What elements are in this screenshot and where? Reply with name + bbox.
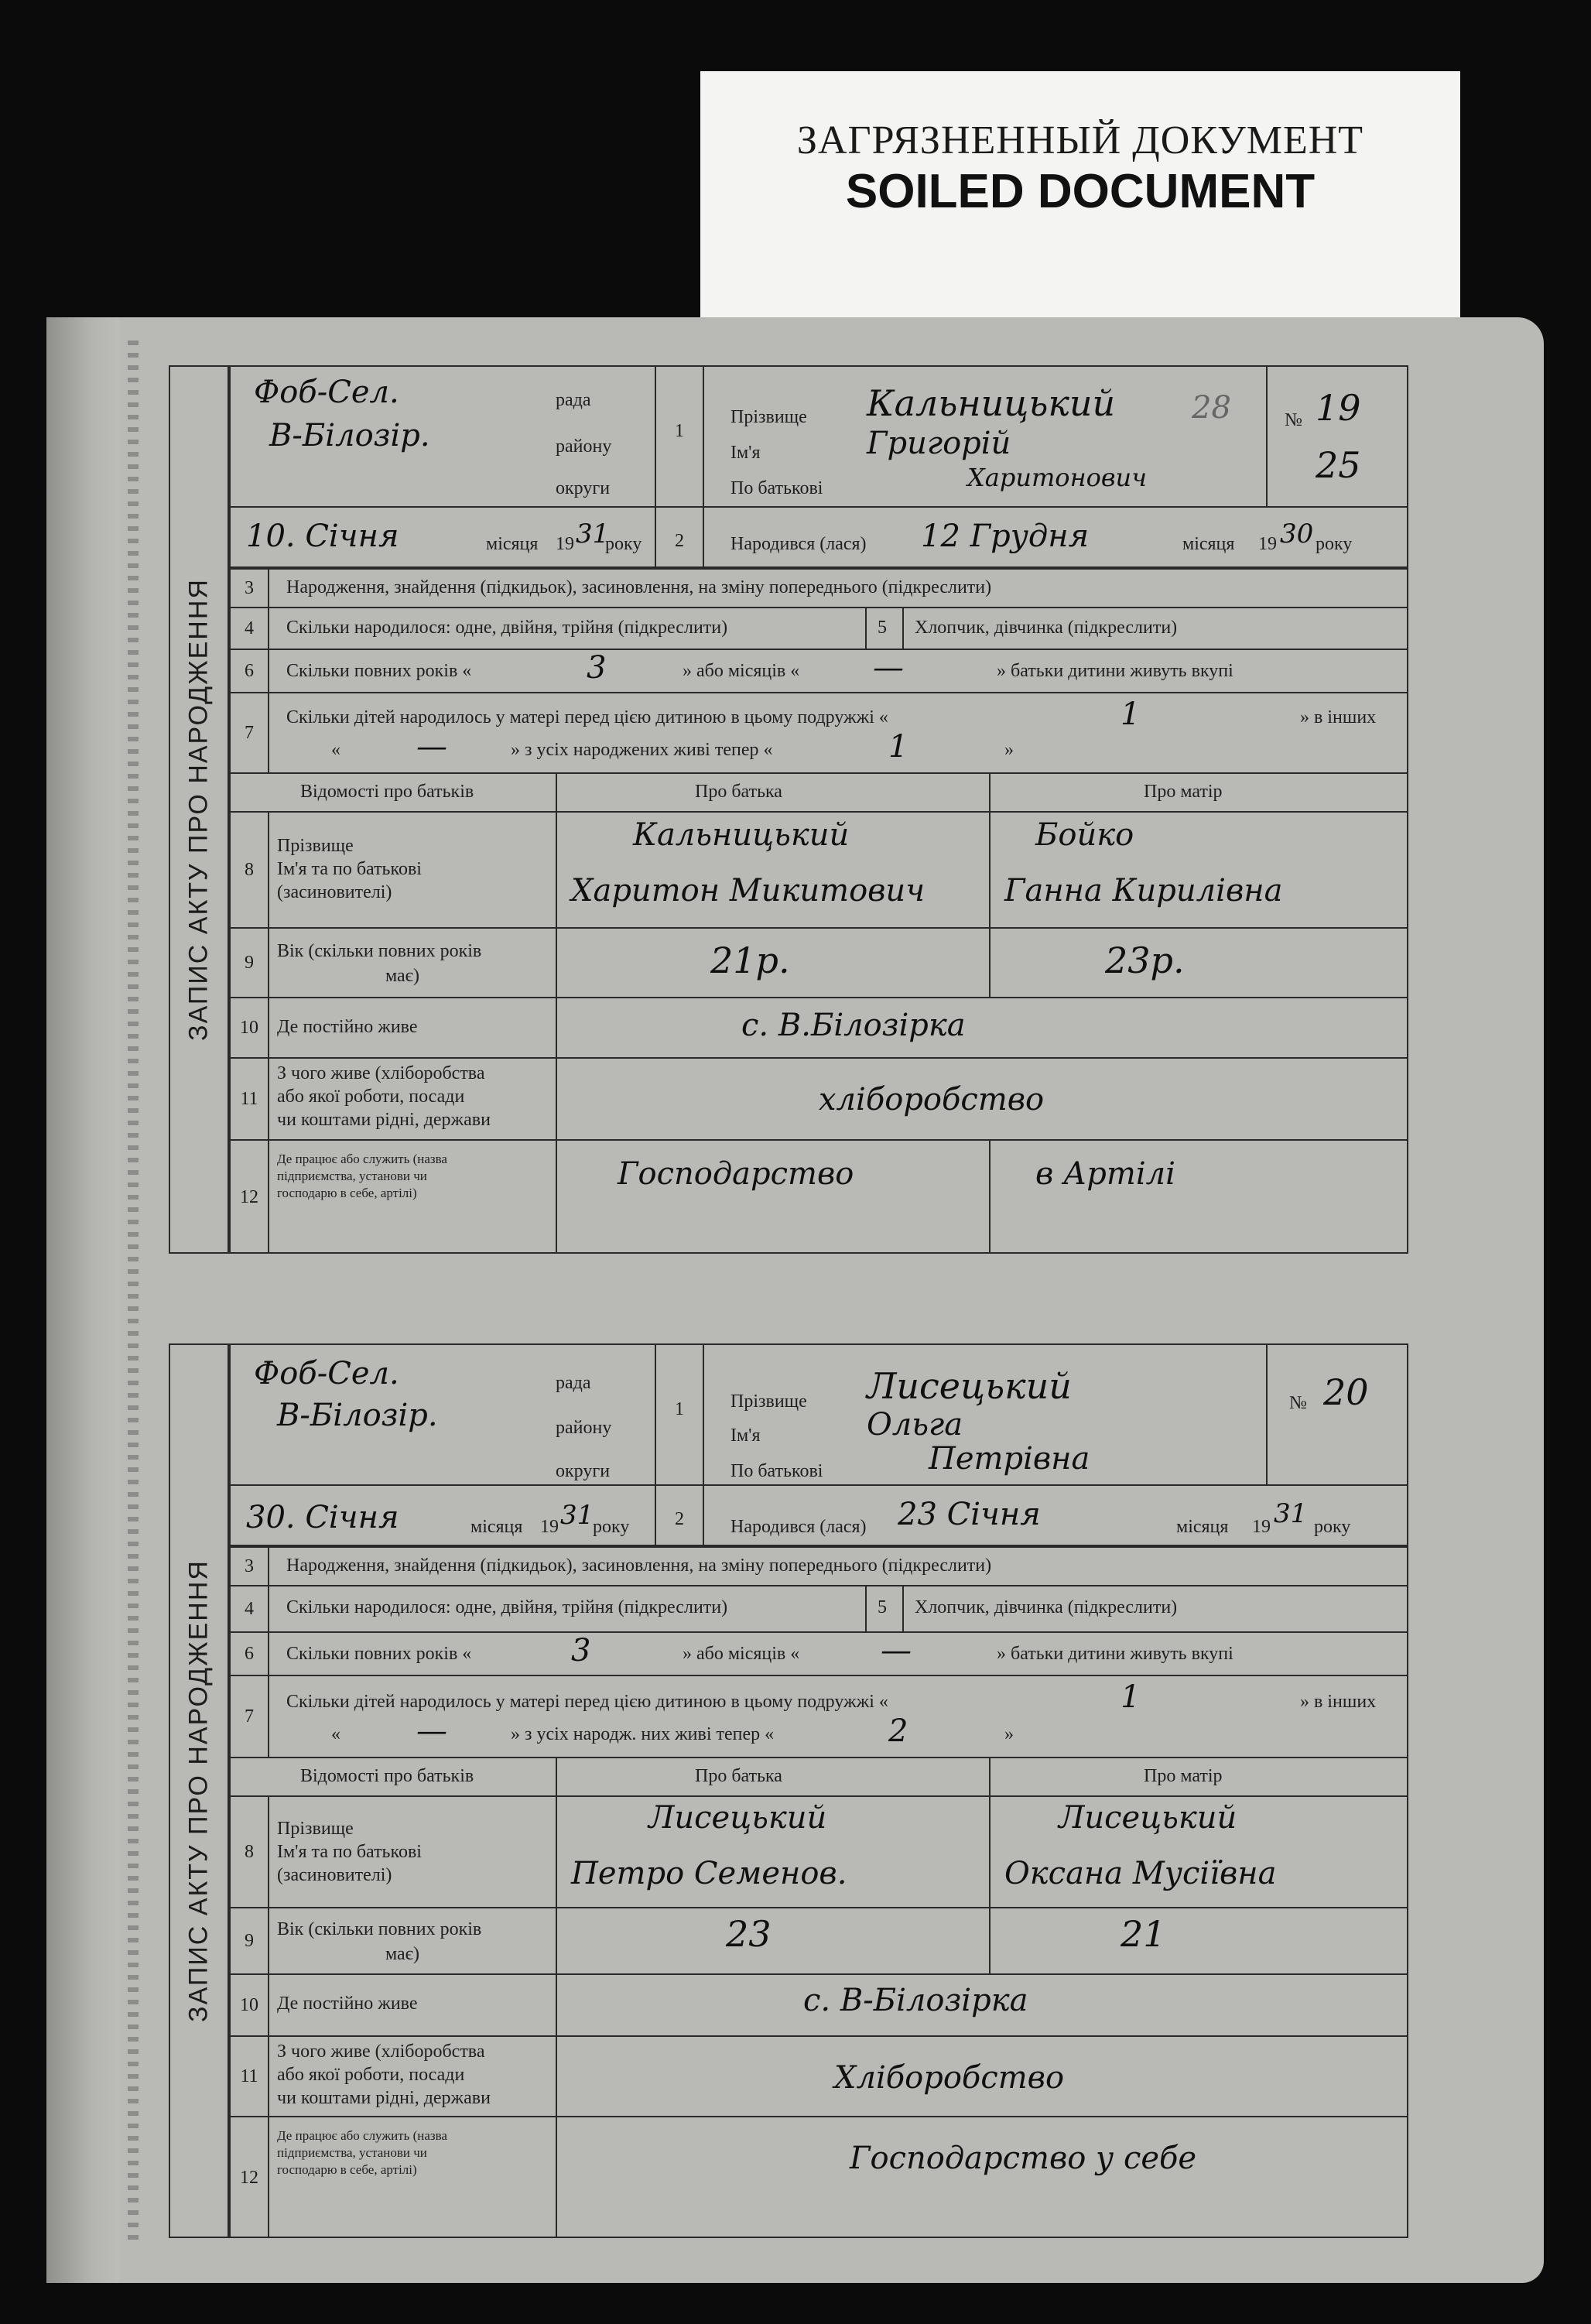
child-surname: Лисецький: [867, 1365, 1072, 1407]
born-label: Народився (лася): [730, 534, 867, 554]
rayon-label: району: [556, 1418, 612, 1438]
soiled-document-label: [700, 71, 1460, 317]
record-side-title: ЗАПИС АКТУ ПРО НАРОДЖЕННЯ: [169, 365, 229, 1254]
mother-workplace: в Артілі: [1035, 1156, 1175, 1192]
mother-age: 23р.: [1105, 940, 1185, 981]
rayon-handwriting: В-Білозір.: [277, 1398, 438, 1433]
occupation: Хліборобство: [834, 2060, 1065, 2096]
birth-year-suffix: року: [1316, 534, 1353, 554]
birth-date: 12 Грудня: [921, 519, 1090, 554]
row-10: 10 Де постійно живе с. В-Білозірка: [231, 1973, 1407, 2035]
okrug-label: округи: [556, 1461, 611, 1481]
okrug-label: округи: [556, 478, 611, 498]
birth-month-label: місяця: [1182, 534, 1235, 554]
father-workplace: Господарство: [618, 1156, 854, 1192]
patronymic-label: По батькові: [730, 1461, 823, 1481]
registration-panel: [229, 365, 656, 568]
field-numbers: 1 2: [656, 365, 704, 568]
patronymic-label: По батькові: [730, 478, 823, 498]
birth-year-suffix: року: [1314, 1517, 1351, 1537]
label-russian: ЗАГРЯЗНЕННЫЙ ДОКУМЕНТ: [796, 118, 1364, 163]
child-name-panel: [704, 365, 1408, 568]
birth-date: 23 Січня: [898, 1497, 1041, 1532]
birth-year: 30: [1280, 519, 1314, 549]
born-label: Народився (лася): [730, 1517, 867, 1537]
year-prefix: 19: [556, 534, 574, 554]
row-4: 4 Скільки народилося: одне, двійня, трійня (підкреслити) 5 Хлопчик, дівчинка (підкреслити): [231, 607, 1407, 649]
registration-year: 31: [576, 519, 610, 549]
row-8: 8 Прізвище Ім'я та по батькові (засиновителі) Кальницький Харитон Микитович Бойко Ганна Кирилівна: [231, 811, 1407, 927]
father-surname: Кальницький: [633, 817, 850, 853]
child-surname: Кальницький: [867, 382, 1116, 424]
child-patronymic: Харитонович: [967, 463, 1148, 492]
child-name: Григорій: [867, 426, 1011, 461]
label-english: SOILED DOCUMENT: [845, 165, 1316, 218]
registration-year: 31: [560, 1500, 594, 1531]
mother-surname: Лисецький: [1059, 1800, 1237, 1836]
child-name-panel: [704, 1343, 1408, 1546]
mother-name: Ганна Кирилівна: [1004, 873, 1283, 909]
row-9: 9 Вік (скільки повних років має) 21р. 23р.: [231, 927, 1407, 997]
year-suffix: року: [593, 1517, 630, 1537]
rada-handwriting: Фоб-Сел.: [254, 1356, 399, 1391]
mother-name: Оксана Мусіївна: [1004, 1856, 1277, 1891]
rada-label: рада: [556, 390, 591, 410]
residence: с. В.Білозірка: [741, 1008, 966, 1043]
residence: с. В-Білозірка: [803, 1983, 1028, 2018]
name-label: Ім'я: [730, 443, 761, 463]
rada-handwriting: Фоб-Сел.: [254, 375, 399, 410]
row-6: 6 Скільки повних років « 3 » або місяців « — » батьки дитини живуть вкупі: [231, 649, 1407, 692]
name-label: Ім'я: [730, 1426, 761, 1446]
binding-spine: [46, 317, 120, 2283]
record-side-title: ЗАПИС АКТУ ПРО НАРОДЖЕННЯ: [169, 1343, 229, 2238]
month-label: місяця: [486, 534, 539, 554]
row-12: 12 Де працює або служить (назва підприємства, установи чи господарю в себе, артілі) Господарство в Артілі: [231, 1139, 1407, 1254]
parents-header: Відомості про батьків Про батька Про матір: [231, 772, 1407, 811]
year-suffix: року: [605, 534, 642, 554]
row-8: 8 Прізвище Ім'я та по батькові (засиновителі) Лисецький Петро Семенов. Лисецький Оксана Мусіївна: [231, 1795, 1407, 1907]
registration-panel: [229, 1343, 656, 1546]
registration-date: 30. Січня: [246, 1500, 399, 1535]
birth-year-prefix: 19: [1258, 534, 1277, 554]
row-6: 6 Скільки повних років « 3 » або місяців « — » батьки дитини живуть вкупі: [231, 1631, 1407, 1675]
rayon-handwriting: В-Білозір.: [269, 418, 430, 454]
record-number-secondary: 25: [1316, 444, 1361, 486]
field-numbers: 1 2: [656, 1343, 704, 1546]
mother-age: 21: [1121, 1913, 1166, 1955]
parents-header: Відомості про батьків Про батька Про матір: [231, 1757, 1407, 1795]
years-together: 3: [571, 1633, 591, 1669]
father-age: 21р.: [710, 940, 790, 981]
workplace: Господарство у себе: [850, 2141, 1197, 2176]
record-number: 19: [1316, 387, 1361, 429]
number-sign: №: [1285, 410, 1302, 430]
father-age: 23: [726, 1913, 772, 1955]
year-prefix: 19: [540, 1517, 559, 1537]
corrected-number: 28: [1192, 390, 1231, 426]
month-label: місяця: [470, 1517, 523, 1537]
row-10: 10 Де постійно живе с. В.Білозірка: [231, 997, 1407, 1057]
row-3: 3 Народження, знайдення (підкидьок), засиновлення, на зміну попереднього (підкреслити): [231, 1546, 1407, 1585]
rada-label: рада: [556, 1373, 591, 1393]
mother-surname: Бойко: [1035, 817, 1134, 853]
father-name: Петро Семенов.: [571, 1856, 847, 1891]
birth-month-label: місяця: [1176, 1517, 1229, 1537]
child-name: Ольга: [867, 1407, 963, 1443]
birth-year: 31: [1274, 1498, 1308, 1529]
years-together: 3: [587, 650, 607, 686]
occupation: хліборобство: [819, 1082, 1045, 1118]
father-name: Харитон Микитович: [571, 873, 926, 909]
surname-label: Прізвище: [730, 407, 807, 427]
child-patronymic: Петрівна: [929, 1441, 1090, 1477]
row-9: 9 Вік (скільки повних років має) 23 21: [231, 1907, 1407, 1973]
surname-label: Прізвище: [730, 1391, 807, 1412]
row-12: 12 Де працює або служить (назва підприємства, установи чи господарю в себе, артілі) Господарство у себе: [231, 2116, 1407, 2238]
record-rows: [229, 1546, 1408, 2238]
row-11: 11 З чого живе (хліборобства або якої роботи, посади чи коштами рідні, держави Хліборобство: [231, 2035, 1407, 2116]
father-surname: Лисецький: [648, 1800, 827, 1836]
record-number: 20: [1323, 1371, 1369, 1413]
row-4: 4 Скільки народилося: одне, двійня, трійня (підкреслити) 5 Хлопчик, дівчинка (підкреслити): [231, 1585, 1407, 1631]
record-header: [229, 1343, 1408, 1546]
birth-record-2: [169, 1343, 1408, 2238]
row-3: 3 Народження, знайдення (підкидьок), засиновлення, на зміну попереднього (підкреслити): [231, 568, 1407, 607]
row-11: 11 З чого живе (хліборобства або якої роботи, посади чи коштами рідні, держави хліборобство: [231, 1057, 1407, 1139]
record-header: [229, 365, 1408, 568]
record-rows: [229, 568, 1408, 1254]
perforation: [128, 341, 139, 2244]
rayon-label: району: [556, 436, 612, 457]
number-sign: №: [1289, 1393, 1307, 1413]
birth-record-1: [169, 365, 1408, 1254]
birth-year-prefix: 19: [1252, 1517, 1271, 1537]
registration-date: 10. Січня: [246, 519, 399, 554]
row-7: 7 Скільки дітей народилось у матері перед цією дитиною в цьому подружжі « 1 » в інших « — » з усіх народж. них живі тепер « 2 »: [231, 1675, 1407, 1757]
row-7: 7 Скільки дітей народилось у матері перед цією дитиною в цьому подружжі « 1 » в інших « — » з усіх народжених живі тепер « 1 »: [231, 692, 1407, 772]
